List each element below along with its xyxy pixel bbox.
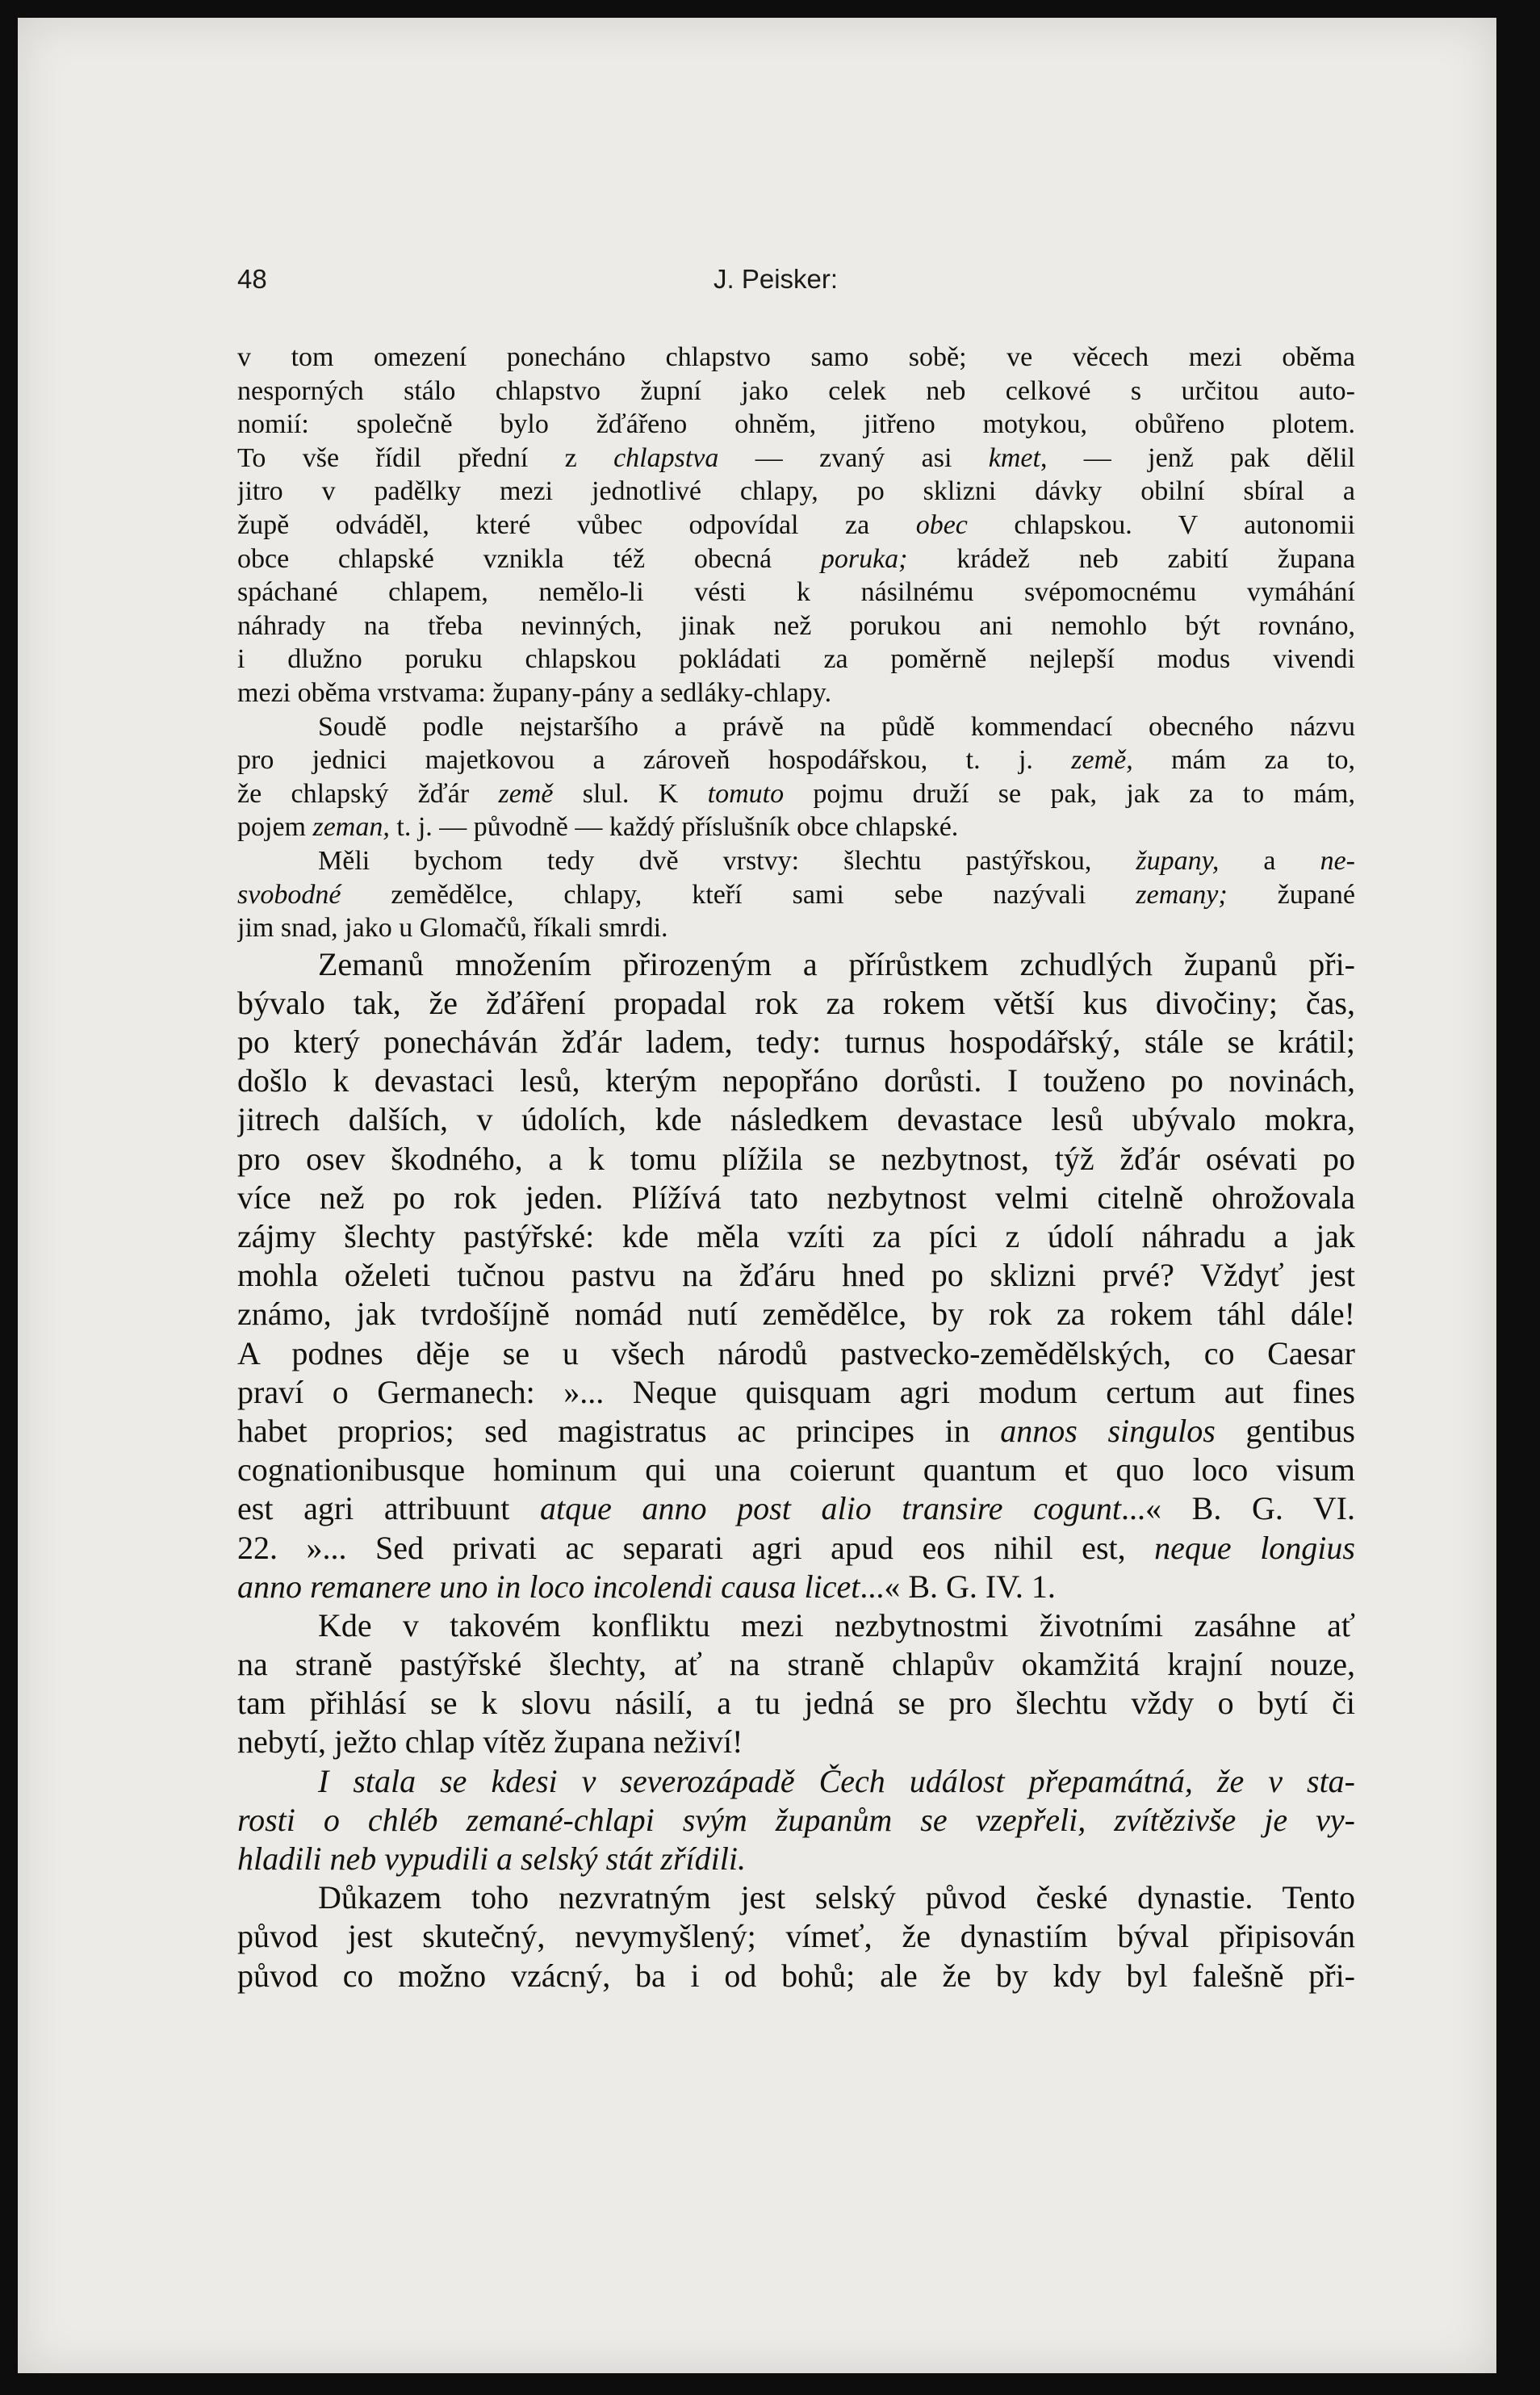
text-line: Důkazem toho nezvratným jest selský původ české dynastie. Tento — [318, 1879, 1355, 1916]
text-line: I stala se kdesi v severozápadě Čech událost přepamátná, že v sta- — [318, 1762, 1355, 1799]
text-line: nesporných stálo chlapstvo župní jako celek neb celkové s určitou auto- — [237, 375, 1355, 406]
text-line: obce chlapské vznikla též obecná poruka; krádež neb zabití župana — [237, 543, 1355, 574]
text-line: pojem zeman, t. j. — původně — každý příslušník obce chlapské. — [237, 812, 959, 843]
text-line: pro jednici majetkovou a zároveň hospodářskou, t. j. země, mám za to, — [237, 745, 1355, 776]
text-line: est agri attribuunt atque anno post alio transire cogunt...« B. G. VI. — [237, 1490, 1355, 1527]
text-line: 22. »... Sed privati ac separati agri apud eos nihil est, neque longius — [237, 1529, 1355, 1566]
text-line: došlo k devastaci lesů, kterým nepopřáno dorůsti. I touženo po novinách, — [237, 1062, 1355, 1099]
text-line: svobodné zemědělce, chlapy, kteří sami sebe nazývali zemany; župané — [237, 879, 1355, 910]
text-line: tam přihlásí se k slovu násilí, a tu jedná se pro šlechtu vždy o bytí či — [237, 1685, 1355, 1722]
running-head: J. Peisker: — [714, 264, 839, 294]
text-line: anno remanere uno in loco incolendi causa licet...« B. G. IV. 1. — [237, 1568, 1056, 1605]
text-line: více než po rok jeden. Plížívá tato nezbytnost velmi citelně ohrožovala — [237, 1179, 1355, 1216]
page-header — [237, 264, 1355, 304]
text-line: hladili neb vypudili a selský stát zřídili. — [237, 1840, 746, 1877]
text-line: A podnes děje se u všech národů pastvecko-zemědělských, co Caesar — [237, 1334, 1355, 1371]
text-line: župě odváděl, které vůbec odpovídal za obec chlapskou. V autonomii — [237, 509, 1355, 540]
text-line: bývalo tak, že žďáření propadal rok za rokem větší kus divočiny; čas, — [237, 984, 1355, 1021]
text-line: habet proprios; sed magistratus ac principes in annos singulos gentibus — [237, 1412, 1355, 1449]
text-line: To vše řídil přední z chlapstva — zvaný asi kmet, — jenž pak dělil — [237, 442, 1355, 473]
text-line: původ jest skutečný, nevymyšlený; vímeť, že dynastiím býval připisován — [237, 1918, 1355, 1955]
text-line: spáchané chlapem, nemělo-li vésti k násilnému svépomocnému vymáhání — [237, 577, 1355, 608]
page-number: 48 — [237, 264, 267, 294]
text-line: Zemanů množením přirozeným a přírůstkem zchudlých županů při- — [318, 945, 1355, 982]
text-line: Měli bychom tedy dvě vrstvy: šlechtu pastýřskou, župany, a ne- — [318, 845, 1355, 876]
text-line: že chlapský žďár země slul. K tomuto pojmu druží se pak, jak za to mám, — [237, 778, 1355, 809]
text-line: známo, jak tvrdošíjně nomád nutí zemědělce, by rok za rokem táhl dále! — [237, 1296, 1355, 1333]
text-line: Soudě podle nejstaršího a právě na půdě kommendací obecného názvu — [318, 711, 1355, 742]
text-line: mohla oželeti tučnou pastvu na žďáru hned po sklizni prvé? Vždyť jest — [237, 1257, 1355, 1294]
text-line: nebytí, ježto chlap vítěz župana neživí! — [237, 1723, 743, 1761]
body-text — [237, 341, 1355, 1995]
text-line: i dlužno poruku chlapskou pokládati za poměrně nejlepší modus vivendi — [237, 644, 1355, 675]
text-line: rosti o chléb zemané-chlapi svým županům se vzepřeli, zvítězivše je vy- — [237, 1801, 1355, 1838]
text-line: v tom omezení ponecháno chlapstvo samo sobě; ve věcech mezi oběma — [237, 342, 1355, 372]
text-line: po který ponecháván žďár ladem, tedy: turnus hospodářský, stále se krátil; — [237, 1024, 1355, 1061]
text-line: náhrady na třeba nevinných, jinak než porukou ani nemohlo být rovnáno, — [237, 610, 1355, 641]
text-line: jim snad, jako u Glomačů, říkali smrdi. — [237, 913, 668, 944]
text-line: na straně pastýřské šlechty, ať na straně chlapův okamžitá krajní nouze, — [237, 1646, 1355, 1683]
text-line: mezi oběma vrstvama: župany-pány a sedláky-chlapy. — [237, 677, 832, 708]
text-line: jitrech dalších, v údolích, kde následkem devastace lesů ubývalo mokra, — [237, 1101, 1355, 1138]
text-line: cognationibusque hominum qui una coierunt quantum et quo loco visum — [237, 1451, 1355, 1489]
text-line: praví o Germanech: »... Neque quisquam agri modum certum aut fines — [237, 1373, 1355, 1410]
text-line: Kde v takovém konfliktu mezi nezbytnostmi životními zasáhne ať — [318, 1606, 1355, 1643]
text-line: zájmy šlechty pastýřské: kde měla vzíti za píci z údolí náhradu a jak — [237, 1218, 1355, 1254]
book-page — [18, 18, 1496, 2373]
text-line: jitro v padělky mezi jednotlivé chlapy, po sklizni dávky obilní sbíral a — [237, 476, 1355, 507]
text-line: pro osev škodného, a k tomu plížila se nezbytnost, týž žďár osévati po — [237, 1140, 1355, 1177]
text-line: původ co možno vzácný, ba i od bohů; ale že by kdy byl falešně při- — [237, 1957, 1355, 1994]
text-line: nomií: společně bylo žďářeno ohněm, jitřeno motykou, obůřeno plotem. — [237, 409, 1355, 440]
